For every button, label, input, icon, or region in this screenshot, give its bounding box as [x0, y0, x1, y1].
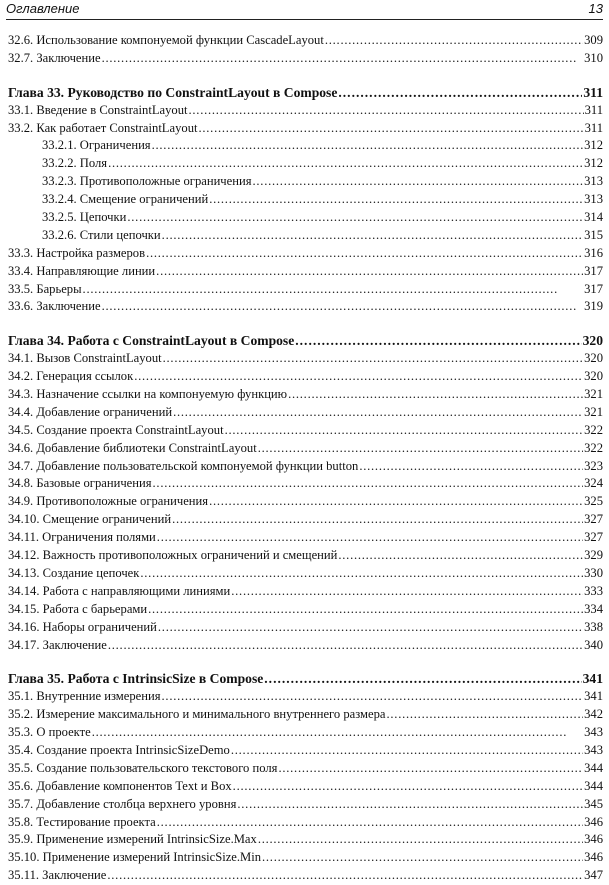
toc-chapter-page: 341 [582, 671, 603, 687]
toc-leader [258, 831, 583, 849]
section-gap [8, 68, 603, 84]
toc-entry-page: 330 [584, 565, 603, 580]
toc-entry-page: 313 [584, 174, 603, 189]
toc-entry[interactable] [8, 298, 603, 316]
toc-entry-title: 33.2.5. Цепочки [42, 210, 127, 225]
toc-leader [157, 529, 583, 547]
toc-leader [162, 688, 584, 706]
toc-entry-page: 333 [584, 583, 603, 598]
toc-entry[interactable] [8, 350, 603, 368]
toc-entry-title: 34.7. Добавление пользовательской компонуемой функции button [8, 458, 359, 473]
toc-leader [209, 191, 583, 209]
toc-entry[interactable] [8, 706, 603, 724]
toc-leader [338, 84, 582, 102]
toc-leader [148, 601, 583, 619]
toc-leader [387, 706, 584, 724]
table-of-contents [8, 32, 603, 885]
toc-entry[interactable] [8, 601, 603, 619]
toc-entry-title: 35.11. Заключение [8, 868, 107, 883]
toc-entry-title: 35.7. Добавление столбца верхнего уровня [8, 796, 237, 811]
toc-entry-title: 33.2.3. Противоположные ограничения [42, 174, 252, 189]
toc-leader [233, 778, 583, 796]
toc-entry-page: 317 [584, 281, 603, 296]
toc-entry-title: 34.9. Противоположные ограничения [8, 494, 209, 509]
toc-leader [108, 637, 583, 655]
toc-leader [102, 50, 584, 68]
toc-entry-page: 321 [584, 387, 603, 402]
toc-entry[interactable] [8, 32, 603, 50]
toc-entry-page: 321 [584, 404, 603, 419]
toc-entry-page: 329 [584, 548, 603, 563]
toc-entry-page: 334 [584, 601, 603, 616]
toc-leader [338, 547, 583, 565]
toc-entry-page: 313 [584, 192, 603, 207]
toc-chapter[interactable] [8, 670, 603, 688]
toc-entry-page: 343 [584, 742, 603, 757]
toc-entry[interactable] [8, 831, 603, 849]
toc-entry-title: 33.5. Барьеры [8, 281, 82, 296]
toc-entry-title: 33.2.2. Поля [42, 156, 108, 171]
toc-leader [83, 281, 584, 299]
toc-subentry[interactable] [8, 137, 603, 155]
toc-entry[interactable] [8, 50, 603, 68]
toc-entry[interactable] [8, 368, 603, 386]
toc-entry-title: 32.6. Использование компонуемой функции CascadeLayout [8, 33, 324, 47]
toc-entry-title: 35.9. Применение измерений IntrinsicSize.Max [8, 832, 257, 847]
toc-leader [153, 475, 584, 493]
toc-entry-title: 34.3. Назначение ссылки на компонуемую функцию [8, 387, 288, 402]
toc-entry-page: 346 [584, 814, 603, 829]
toc-leader [231, 742, 583, 760]
toc-entry-title: 32.7. Заключение [8, 50, 101, 65]
toc-leader [325, 32, 583, 50]
toc-entry-title: 33.6. Заключение [8, 299, 101, 314]
toc-entry[interactable] [8, 281, 603, 299]
toc-subentry[interactable] [8, 191, 603, 209]
toc-entry-page: 319 [584, 299, 603, 314]
toc-entry[interactable] [8, 619, 603, 637]
toc-leader [158, 619, 583, 637]
toc-entry-title: 34.11. Ограничения полями [8, 530, 156, 545]
toc-entry[interactable] [8, 475, 603, 493]
toc-leader [189, 102, 584, 120]
toc-entry-title: 35.3. О проекте [8, 725, 91, 740]
toc-chapter[interactable] [8, 84, 603, 102]
toc-entry-title: 33.2. Как работает ConstraintLayout [8, 120, 198, 135]
toc-leader [108, 155, 583, 173]
toc-leader [278, 760, 583, 778]
toc-leader [295, 332, 581, 350]
toc-entry[interactable] [8, 778, 603, 796]
toc-entry-page: 345 [584, 796, 603, 811]
toc-entry-page: 316 [584, 245, 603, 260]
header-page-number: 13 [588, 1, 603, 16]
toc-leader [102, 298, 584, 316]
toc-entry-title: 35.10. Применение измерений IntrinsicSize.Min [8, 850, 262, 865]
toc-entry-title: 33.2.1. Ограничения [42, 138, 151, 153]
toc-entry-page: 347 [584, 868, 603, 883]
toc-entry-page: 314 [584, 210, 603, 225]
section-gap [8, 654, 603, 670]
toc-leader [156, 263, 583, 281]
toc-leader [231, 583, 583, 601]
toc-chapter-title: Глава 35. Работа с IntrinsicSize в Compose [8, 671, 264, 687]
toc-leader [359, 458, 583, 476]
toc-entry-page: 342 [584, 707, 603, 722]
toc-entry-title: 34.13. Создание цепочек [8, 565, 140, 580]
toc-entry-title: 34.17. Заключение [8, 637, 107, 652]
toc-entry[interactable] [8, 814, 603, 832]
toc-leader [262, 849, 583, 867]
toc-entry-page: 327 [584, 530, 603, 545]
toc-entry[interactable] [8, 245, 603, 263]
toc-entry-page: 341 [584, 689, 603, 704]
toc-entry[interactable] [8, 511, 603, 529]
toc-entry-page: 309 [584, 33, 603, 47]
toc-entry[interactable] [8, 637, 603, 655]
toc-entry-title: 34.8. Базовые ограничения [8, 476, 152, 491]
toc-entry-title: 35.4. Создание проекта IntrinsicSizeDemo [8, 742, 230, 757]
toc-entry-page: 344 [584, 778, 603, 793]
toc-entry-title: 35.1. Внутренние измерения [8, 689, 161, 704]
toc-entry[interactable] [8, 742, 603, 760]
toc-entry-title: 34.14. Работа с направляющими линиями [8, 583, 231, 598]
toc-entry[interactable] [8, 583, 603, 601]
toc-entry-page: 325 [584, 494, 603, 509]
toc-entry-title: 35.5. Создание пользовательского текстового поля [8, 760, 278, 775]
toc-entry-page: 311 [584, 120, 603, 135]
toc-leader [163, 350, 583, 368]
toc-entry-page: 323 [584, 458, 603, 473]
toc-entry-title: 34.2. Генерация ссылок [8, 369, 134, 384]
toc-entry-title: 33.3. Настройка размеров [8, 245, 146, 260]
toc-leader [209, 493, 583, 511]
toc-entry[interactable] [8, 458, 603, 476]
toc-entry-page: 310 [584, 50, 603, 65]
toc-entry[interactable] [8, 404, 603, 422]
toc-entry-title: 33.2.4. Смещение ограничений [42, 192, 209, 207]
toc-entry-page: 324 [584, 476, 603, 491]
toc-leader [237, 796, 583, 814]
toc-subentry[interactable] [8, 227, 603, 245]
toc-entry[interactable] [8, 440, 603, 458]
toc-entry[interactable] [8, 120, 603, 138]
toc-chapter-title: Глава 34. Работа с ConstraintLayout в Compose [8, 333, 295, 349]
toc-entry[interactable] [8, 386, 603, 404]
toc-entry-title: 34.6. Добавление библиотеки ConstraintLayout [8, 440, 257, 455]
toc-leader [152, 137, 584, 155]
toc-entry-page: 343 [584, 725, 603, 740]
toc-entry-page: 317 [584, 263, 603, 278]
toc-entry[interactable] [8, 565, 603, 583]
toc-entry-page: 322 [584, 422, 603, 437]
toc-leader [198, 120, 583, 138]
toc-entry-page: 312 [584, 138, 603, 153]
toc-entry[interactable] [8, 849, 603, 867]
toc-entry-title: 35.2. Измерение максимального и минимального внутреннего размера [8, 707, 386, 722]
toc-entry-page: 327 [584, 512, 603, 527]
toc-leader [92, 724, 583, 742]
toc-entry-page: 340 [584, 637, 603, 652]
toc-leader [157, 814, 583, 832]
toc-leader [225, 422, 584, 440]
toc-entry-title: 34.16. Наборы ограничений [8, 619, 157, 634]
toc-entry-title: 34.12. Важность противоположных ограничений и смещений [8, 548, 338, 563]
toc-leader [253, 173, 584, 191]
section-gap [8, 316, 603, 332]
toc-entry-page: 346 [584, 832, 603, 847]
toc-leader [140, 565, 583, 583]
toc-chapter-page: 311 [583, 84, 603, 100]
toc-leader [107, 867, 583, 885]
header-title: Оглавление [6, 1, 80, 16]
toc-chapter-page: 320 [582, 333, 603, 349]
toc-entry[interactable] [8, 493, 603, 511]
toc-entry-page: 322 [584, 440, 603, 455]
toc-entry-page: 320 [584, 351, 603, 366]
toc-leader [127, 209, 583, 227]
toc-entry-page: 315 [584, 227, 603, 242]
toc-leader [172, 511, 583, 529]
toc-entry[interactable] [8, 102, 603, 120]
toc-entry[interactable] [8, 724, 603, 742]
toc-subentry[interactable] [8, 155, 603, 173]
page-header [6, 0, 603, 20]
toc-entry-page: 344 [584, 760, 603, 775]
toc-entry-title: 33.2.6. Стили цепочки [42, 227, 161, 242]
toc-entry-title: 34.1. Вызов ConstraintLayout [8, 351, 162, 366]
toc-entry[interactable] [8, 796, 603, 814]
toc-entry[interactable] [8, 688, 603, 706]
toc-leader [146, 245, 583, 263]
toc-entry[interactable] [8, 263, 603, 281]
toc-leader [288, 386, 583, 404]
toc-leader [258, 440, 583, 458]
toc-chapter[interactable] [8, 332, 603, 350]
toc-subentry[interactable] [8, 209, 603, 227]
toc-entry[interactable] [8, 422, 603, 440]
toc-entry-title: 34.15. Работа с барьерами [8, 601, 148, 616]
toc-entry[interactable] [8, 867, 603, 885]
toc-leader [173, 404, 583, 422]
toc-entry[interactable] [8, 529, 603, 547]
toc-entry-page: 320 [584, 369, 603, 384]
toc-entry[interactable] [8, 547, 603, 565]
toc-entry-title: 34.4. Добавление ограничений [8, 404, 173, 419]
toc-entry-page: 338 [584, 619, 603, 634]
toc-subentry[interactable] [8, 173, 603, 191]
toc-entry-title: 33.1. Введение в ConstraintLayout [8, 102, 188, 117]
toc-leader [134, 368, 583, 386]
toc-leader [162, 227, 583, 245]
toc-chapter-title: Глава 33. Руководство по ConstraintLayout в Compose [8, 84, 338, 100]
toc-entry-title: 35.8. Тестирование проекта [8, 814, 156, 829]
toc-leader [264, 670, 581, 688]
toc-entry[interactable] [8, 760, 603, 778]
toc-entry-title: 34.5. Создание проекта ConstraintLayout [8, 422, 224, 437]
toc-entry-page: 346 [584, 850, 603, 865]
toc-entry-page: 312 [584, 156, 603, 171]
toc-entry-title: 34.10. Смещение ограничений [8, 512, 172, 527]
toc-entry-title: 33.4. Направляющие линии [8, 263, 156, 278]
toc-entry-page: 311 [584, 102, 603, 117]
toc-entry-title: 35.6. Добавление компонентов Text и Box [8, 778, 232, 793]
